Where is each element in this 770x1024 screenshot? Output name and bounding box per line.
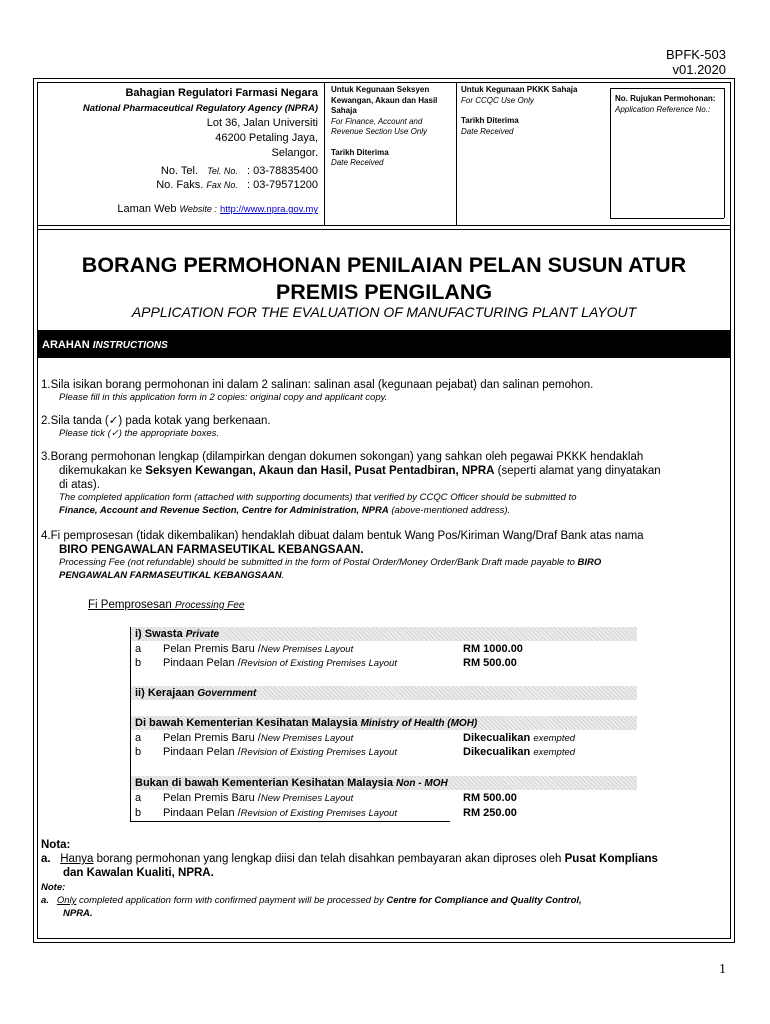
instruction-1: 1.Sila isikan borang permohonan ini dalam 2 salinan: salinan asal (kegunaan pejabat) dan salinan pemohon. Please fill in this application form in 2 copies: original copy and applicant copy.: [41, 379, 594, 403]
page-subtitle: APPLICATION FOR THE EVALUATION OF MANUFACTURING PLANT LAYOUT: [131, 304, 637, 320]
header-divider: [610, 218, 724, 219]
fee-item-value: RM 500.00: [463, 657, 517, 669]
fee-table-rule: [130, 821, 450, 822]
page-number: 1: [719, 962, 726, 977]
website-line: Laman Web Website : http://www.npra.gov.my: [117, 203, 318, 215]
header-divider: [610, 88, 611, 218]
header-divider: [324, 82, 325, 225]
ccqc-office-use-box: Untuk Kegunaan PKKK Sahaja For CCQC Use Only Tarikh Diterima Date Received: [461, 85, 578, 136]
fee-item-label: Pelan Premis Baru /New Premises Layout: [163, 792, 354, 804]
agency-block: [40, 86, 318, 161]
fee-item-value: Dikecualikan exempted: [463, 732, 576, 744]
instructions-header: ARAHAN INSTRUCTIONS: [37, 330, 731, 358]
note-en-block: Note: a. Only completed application form with confirmed payment will be processed by Centre for Compliance and Quality Control, NPRA.: [41, 882, 582, 919]
instruction-3: 3.Borang permohonan lengkap (dilampirkan dengan dokumen sokongan) yang sahkan oleh pegawai PKKK hendaklah dikemukakan ke Seksyen Kewangan, Akaun dan Hasil, Pusat Pentadbiran, NPRA (seperti alamat yang dinyatakan di atas). The completed application form (attached with supporting documents) that verified by CCQC Officer should be submitted to Finance, Account and Revenue Section, Centre for Administration, NPRA (above-mentioned address).: [41, 451, 661, 516]
instruction-4: 4.Fi pemprosesan (tidak dikembalikan) hendaklah dibuat dalam bentuk Wang Pos/Kiriman Wang/Draf Bank atas nama BIRO PENGAWALAN FARMASEUTIKAL KEBANGSAAN. Processing Fee (not refundable) should be submitted in the form of Postal Order/Money Order/Bank Draft made payable to BIRO PENGAWALAN FARMASEUTIKAL KEBANGSAAN.: [41, 530, 644, 581]
instruction-2: 2.Sila tanda (✓) pada kotak yang berkenaan. Please tick (✓) the appropriate boxes.: [41, 415, 271, 439]
agency-name: Bahagian Regulatori Farmasi Negara: [125, 87, 318, 99]
agency-address-line: Selangor.: [271, 147, 318, 159]
tel-line: No. Tel. Tel. No. : 03-78835400: [160, 165, 318, 177]
fee-item-label: Pelan Premis Baru /New Premises Layout: [163, 732, 354, 744]
agency-name-en: National Pharmaceutical Regulatory Agency (NPRA): [82, 103, 318, 114]
website-link[interactable]: http://www.npra.gov.my: [219, 204, 318, 215]
agency-address-line: 46200 Petaling Jaya,: [215, 132, 318, 144]
fax-line: No. Faks. Fax No. : 03-79571200: [156, 179, 318, 191]
form-code-number: BPFK-503: [666, 47, 726, 62]
fee-item-value: RM 1000.00: [463, 643, 523, 655]
fee-table-rule: [130, 627, 131, 821]
fee-item-label: Pindaan Pelan /Revision of Existing Premises Layout: [163, 807, 397, 819]
fee-item-value: RM 250.00: [463, 807, 517, 819]
fee-item-label: Pindaan Pelan /Revision of Existing Premises Layout: [163, 657, 397, 669]
fee-item-label: Pelan Premis Baru /New Premises Layout: [163, 643, 354, 655]
contact-block: [40, 164, 318, 192]
fee-section-government: ii) Kerajaan Government: [135, 687, 257, 699]
fee-letter: b: [135, 746, 142, 758]
fee-item-label: Pindaan Pelan /Revision of Existing Premises Layout: [163, 746, 397, 758]
fee-section-moh: Di bawah Kementerian Kesihatan Malaysia Ministry of Health (MOH): [135, 717, 478, 729]
finance-office-use-box: Untuk Kegunaan Seksyen Kewangan, Akaun dan Hasil Sahaja For Finance, Account and Revenue Section Use Only Tarikh Diterima Date Received: [331, 85, 438, 167]
fee-item-value: Dikecualikan exempted: [463, 746, 576, 758]
form-version: v01.2020: [672, 62, 726, 77]
nota-block: Nota: a. Hanya borang permohonan yang lengkap diisi dan telah disahkan pembayaran akan diproses oleh Pusat Komplians dan Kawalan Kualiti, NPRA.: [41, 839, 658, 879]
header-divider: [724, 88, 725, 218]
fee-item-value: RM 500.00: [463, 792, 517, 804]
fee-letter: a: [135, 732, 142, 744]
header-divider: [610, 88, 724, 89]
fee-letter: a: [135, 792, 142, 804]
header-divider: [37, 225, 731, 226]
fee-letter: a: [135, 643, 142, 655]
fee-letter: b: [135, 657, 142, 669]
header-divider: [37, 229, 731, 230]
fee-section-private: i) Swasta Private: [135, 628, 220, 640]
agency-address-line: Lot 36, Jalan Universiti: [206, 117, 318, 129]
header-divider: [456, 82, 457, 225]
page-title: BORANG PERMOHONAN PENILAIAN PELAN SUSUN ATUR PREMIS PENGILANG: [81, 253, 687, 304]
fee-letter: b: [135, 807, 142, 819]
form-code: [600, 47, 726, 77]
application-reference-box: No. Rujukan Permohonan: Application Reference No.:: [615, 94, 716, 114]
fee-section-non-moh: Bukan di bawah Kementerian Kesihatan Malaysia Non - MOH: [135, 777, 448, 789]
processing-fee-title: Fi Pemprosesan Processing Fee: [88, 599, 245, 611]
